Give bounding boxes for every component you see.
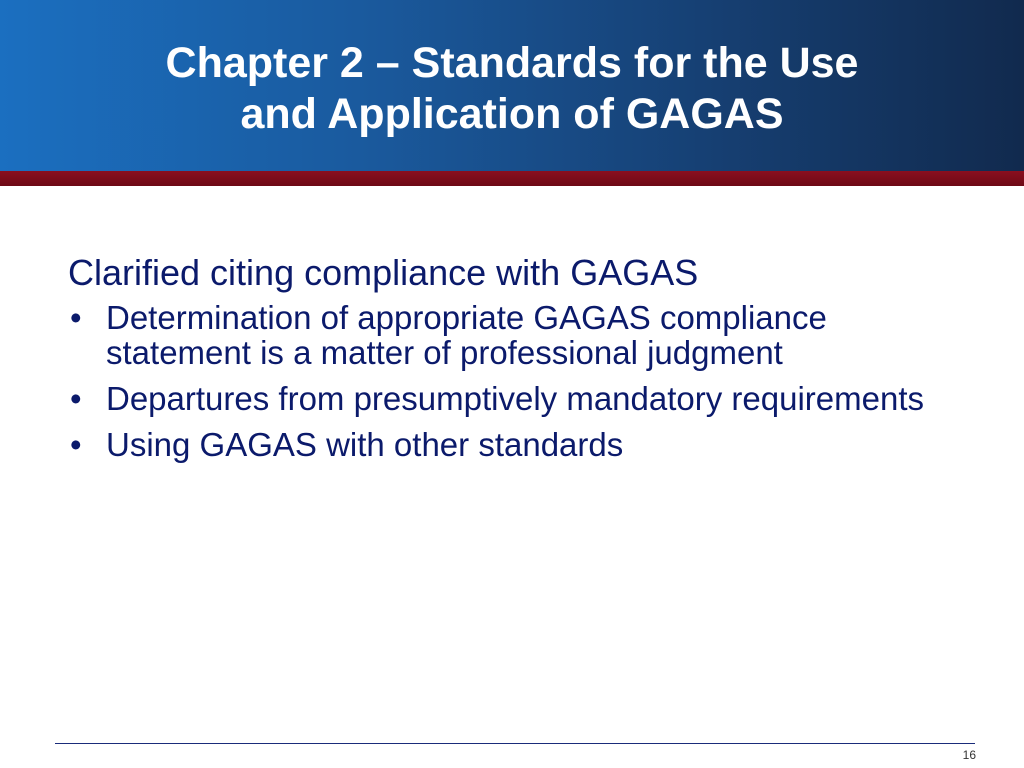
bullet-item [68,300,928,370]
slide-title-line-1: Chapter 2 – Standards for the Use [165,39,859,87]
title-accent-rule [0,171,1024,186]
bullet-text: Determination of appropriate GAGAS compliance statement is a matter of professional judgment [106,299,827,371]
page-number: 16 [962,748,976,762]
bullet-dot-icon: • [70,380,82,417]
bullet-text: Using GAGAS with other standards [106,426,624,463]
bullet-item [68,381,928,416]
bullet-list [68,300,928,462]
bullet-item [68,427,928,462]
footer-rule [55,743,975,744]
section-heading: Clarified citing compliance with GAGAS [68,252,699,293]
slide-title-line-2: and Application of GAGAS [240,90,784,138]
slide-title [0,38,1024,140]
slide-body [68,250,928,473]
bullet-dot-icon: • [70,299,82,336]
bullet-text: Departures from presumptively mandatory requirements [106,380,924,417]
bullet-dot-icon: • [70,426,82,463]
